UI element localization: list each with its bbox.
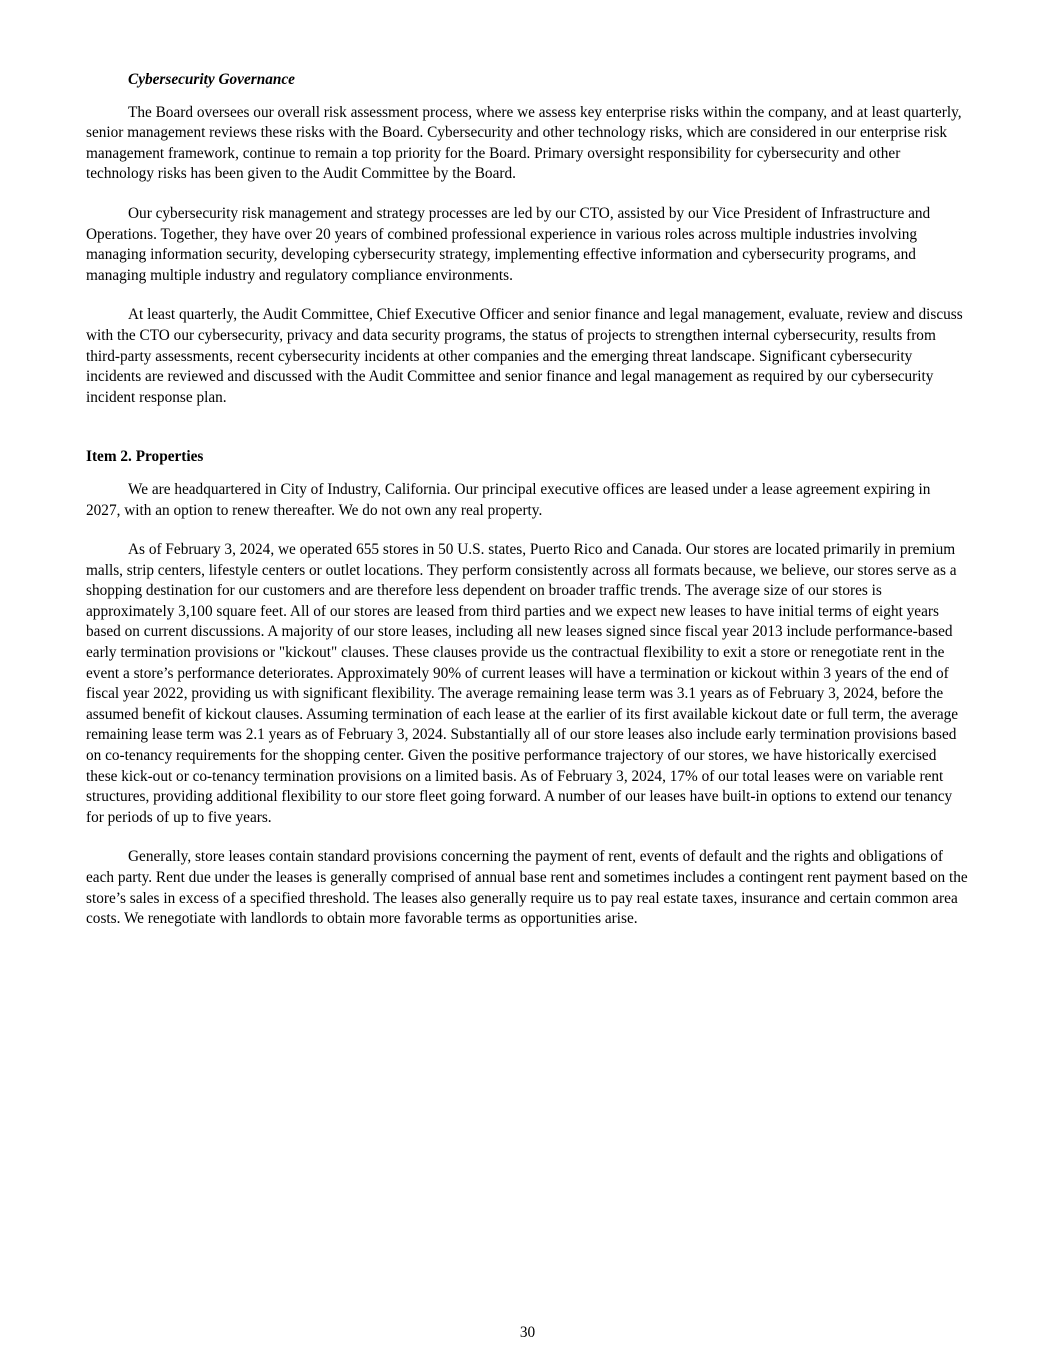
properties-paragraph-3: Generally, store leases contain standard provisions concerning the payment of rent, events of default and the rights and obligations of each party. Rent due under the leases is generally comprised of annual base rent and sometimes includes a contingent rent payment based on the store’s sales in excess of a specified threshold. The leases also generally require us to pay real estate taxes, insurance and certain common area costs. We renegotiate with landlords to obtain more favorable terms as opportunities arise. (86, 848, 968, 928)
governance-paragraph-2: Our cybersecurity risk management and strategy processes are led by our CTO, assisted by our Vice President of Infrastructure and Operations. Together, they have over 20 years of combined professional experience in various roles across multiple industries involving managing information security, developing cybersecurity strategy, implementing effective information and cybersecurity programs, and managing multiple industry and regulatory compliance environments. (86, 204, 931, 284)
cybersecurity-governance-heading: Cybersecurity Governance (128, 71, 295, 88)
properties-paragraph-2: As of February 3, 2024, we operated 655 stores in 50 U.S. states, Puerto Rico and Canada. Our stores are located primarily in premium malls, strip centers, lifestyle centers or outlet locations. They perform consistently across all formats because, we believe, our stores serve as a shopping destination for our customers and are therefore less dependent on broader traffic trends. The average size of our stores is approximately 3,100 square feet. All of our stores are leased from third parties and we expect new leases to have initial terms of eight years based on current discussions. A majority of our store leases, including all new leases signed since fiscal year 2013 include performance-based early termination provisions or "kickout" clauses. These clauses provide us the contractual flexibility to exit a store or renegotiate rent in the event a store’s performance deteriorates. Approximately 90% of current leases will have a termination or kickout within 3 years of the end of fiscal year 2022, providing us with significant flexibility. The average remaining lease term was 3.1 years as of February 3, 2024, before the assumed benefit of kickout clauses. Assuming termination of each lease at the earlier of its first available kickout date or full term, the average remaining lease term was 2.1 years as of February 3, 2024. Substantially all of our store leases also include early termination provisions based on co-tenancy requirements for the shopping center. Given the positive performance trajectory of our stores, we have historically exercised these kick-out or co-tenancy termination provisions on a limited basis. As of February 3, 2024, 17% of our total leases were on variable rent structures, providing additional flexibility to our store fleet going forward. A number of our leases have built-in options to extend our tenancy for periods of up to five years. (86, 541, 959, 826)
page-number: 30 (519, 1324, 536, 1341)
section-spacer (86, 427, 968, 447)
document-page (86, 70, 968, 949)
properties-paragraph-1: We are headquartered in City of Industry, California. Our principal executive offices are leased under a lease agreement expiring in 2027, with an option to renew thereafter. We do not own any real property. (86, 480, 931, 519)
governance-paragraph-1: The Board oversees our overall risk assessment process, where we assess key enterprise risks within the company, and at least quarterly, senior management reviews these risks with the Board. Cybersecurity and other technology risks, which are considered in our enterprise risk management framework, continue to remain a top priority for the Board. Primary oversight responsibility for cybersecurity and other technology risks has been given to the Audit Committee by the Board. (86, 103, 962, 183)
governance-paragraph-3: At least quarterly, the Audit Committee, Chief Executive Officer and senior finance and legal management, evaluate, review and discuss with the CTO our cybersecurity, privacy and data security programs, the status of projects to strengthen internal cybersecurity, results from third-party assessments, recent cybersecurity incidents at other companies and the emerging threat landscape. Significant cybersecurity incidents are reviewed and discussed with the Audit Committee and senior finance and legal management as required by our cybersecurity incident response plan. (86, 306, 963, 406)
item-2-properties-heading: Item 2. Properties (86, 448, 204, 466)
